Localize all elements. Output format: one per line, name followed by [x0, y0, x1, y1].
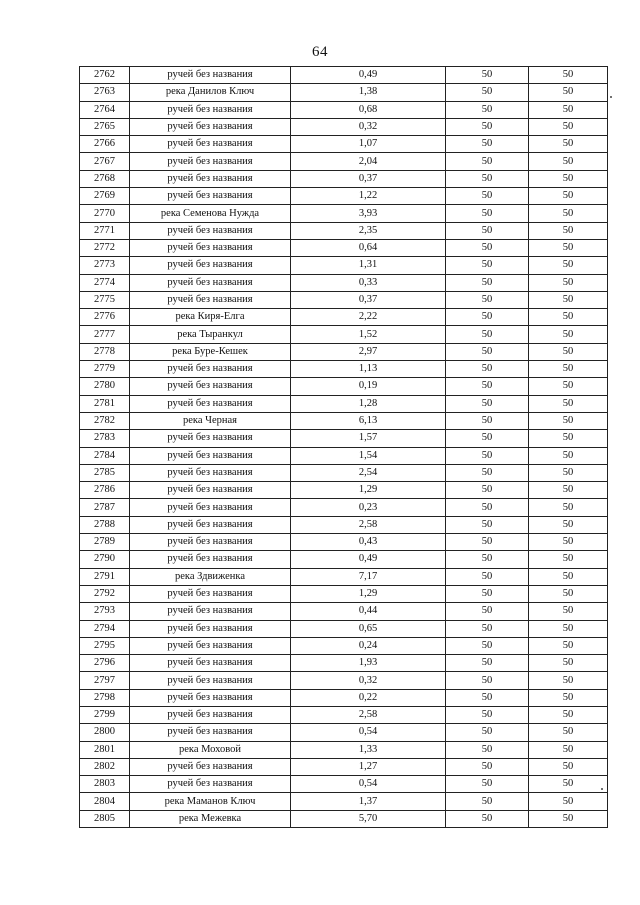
cell-width-b: 50 [529, 205, 608, 222]
cell-width-a: 50 [446, 482, 529, 499]
cell-length: 1,93 [291, 655, 446, 672]
cell-width-a: 50 [446, 430, 529, 447]
table-body [80, 67, 608, 828]
cell-length: 0,43 [291, 534, 446, 551]
cell-name: река Межевка [130, 810, 291, 827]
cell-width-a: 50 [446, 274, 529, 291]
cell-id: 2778 [80, 343, 130, 360]
cell-id: 2767 [80, 153, 130, 170]
cell-name: ручей без названия [130, 672, 291, 689]
cell-length: 0,49 [291, 551, 446, 568]
cell-width-a: 50 [446, 153, 529, 170]
cell-name: ручей без названия [130, 239, 291, 256]
cell-width-b: 50 [529, 343, 608, 360]
table-row [80, 482, 608, 499]
cell-length: 1,07 [291, 136, 446, 153]
cell-id: 2776 [80, 309, 130, 326]
cell-length: 2,04 [291, 153, 446, 170]
cell-id: 2764 [80, 101, 130, 118]
cell-width-b: 50 [529, 291, 608, 308]
cell-length: 1,29 [291, 482, 446, 499]
cell-id: 2795 [80, 637, 130, 654]
cell-length: 1,57 [291, 430, 446, 447]
cell-length: 0,44 [291, 603, 446, 620]
table-row [80, 222, 608, 239]
river-table [79, 66, 608, 828]
cell-name: ручей без названия [130, 447, 291, 464]
cell-name: ручей без названия [130, 274, 291, 291]
cell-width-b: 50 [529, 672, 608, 689]
scan-speck [601, 788, 603, 790]
table-row [80, 205, 608, 222]
cell-width-a: 50 [446, 620, 529, 637]
cell-length: 2,35 [291, 222, 446, 239]
table-row [80, 188, 608, 205]
table-row [80, 153, 608, 170]
cell-length: 7,17 [291, 568, 446, 585]
cell-length: 1,13 [291, 361, 446, 378]
cell-name: ручей без названия [130, 603, 291, 620]
cell-width-b: 50 [529, 222, 608, 239]
cell-id: 2784 [80, 447, 130, 464]
cell-width-a: 50 [446, 395, 529, 412]
cell-length: 2,58 [291, 516, 446, 533]
cell-name: ручей без названия [130, 706, 291, 723]
cell-width-a: 50 [446, 205, 529, 222]
cell-name: ручей без названия [130, 118, 291, 135]
cell-id: 2802 [80, 758, 130, 775]
cell-width-a: 50 [446, 689, 529, 706]
table-row [80, 343, 608, 360]
cell-width-a: 50 [446, 101, 529, 118]
cell-name: ручей без названия [130, 395, 291, 412]
table-row [80, 326, 608, 343]
cell-length: 1,33 [291, 741, 446, 758]
table-row [80, 101, 608, 118]
table-row [80, 378, 608, 395]
cell-id: 2804 [80, 793, 130, 810]
table-row [80, 585, 608, 602]
table-row [80, 84, 608, 101]
cell-length: 1,29 [291, 585, 446, 602]
cell-width-b: 50 [529, 447, 608, 464]
cell-id: 2796 [80, 655, 130, 672]
cell-width-b: 50 [529, 776, 608, 793]
table-row [80, 516, 608, 533]
cell-length: 0,19 [291, 378, 446, 395]
cell-id: 2803 [80, 776, 130, 793]
cell-width-b: 50 [529, 585, 608, 602]
cell-id: 2791 [80, 568, 130, 585]
table-row [80, 67, 608, 84]
cell-length: 0,33 [291, 274, 446, 291]
cell-id: 2762 [80, 67, 130, 84]
cell-id: 2794 [80, 620, 130, 637]
cell-width-a: 50 [446, 810, 529, 827]
cell-length: 0,32 [291, 118, 446, 135]
cell-name: река Здвиженка [130, 568, 291, 585]
cell-id: 2782 [80, 412, 130, 429]
table-row [80, 741, 608, 758]
cell-length: 1,28 [291, 395, 446, 412]
cell-id: 2774 [80, 274, 130, 291]
table-row [80, 603, 608, 620]
table-row [80, 689, 608, 706]
cell-id: 2786 [80, 482, 130, 499]
cell-width-a: 50 [446, 222, 529, 239]
cell-width-a: 50 [446, 361, 529, 378]
cell-id: 2798 [80, 689, 130, 706]
cell-width-b: 50 [529, 516, 608, 533]
cell-width-b: 50 [529, 793, 608, 810]
cell-id: 2766 [80, 136, 130, 153]
cell-name: ручей без названия [130, 222, 291, 239]
cell-length: 0,37 [291, 291, 446, 308]
table-row [80, 793, 608, 810]
cell-id: 2785 [80, 464, 130, 481]
cell-id: 2771 [80, 222, 130, 239]
cell-width-a: 50 [446, 603, 529, 620]
cell-id: 2788 [80, 516, 130, 533]
cell-width-a: 50 [446, 758, 529, 775]
cell-width-a: 50 [446, 706, 529, 723]
table-row [80, 672, 608, 689]
cell-id: 2780 [80, 378, 130, 395]
cell-width-a: 50 [446, 534, 529, 551]
cell-length: 1,37 [291, 793, 446, 810]
cell-id: 2770 [80, 205, 130, 222]
cell-name: река Буре-Кешек [130, 343, 291, 360]
cell-width-b: 50 [529, 534, 608, 551]
cell-length: 5,70 [291, 810, 446, 827]
cell-id: 2805 [80, 810, 130, 827]
cell-width-b: 50 [529, 620, 608, 637]
table-row [80, 464, 608, 481]
table-row [80, 257, 608, 274]
cell-name: ручей без названия [130, 551, 291, 568]
cell-width-a: 50 [446, 118, 529, 135]
cell-id: 2773 [80, 257, 130, 274]
cell-width-b: 50 [529, 568, 608, 585]
cell-width-a: 50 [446, 655, 529, 672]
cell-length: 0,24 [291, 637, 446, 654]
cell-length: 2,22 [291, 309, 446, 326]
cell-name: река Черная [130, 412, 291, 429]
cell-name: ручей без названия [130, 534, 291, 551]
cell-width-b: 50 [529, 412, 608, 429]
cell-width-a: 50 [446, 741, 529, 758]
cell-id: 2772 [80, 239, 130, 256]
cell-name: ручей без названия [130, 378, 291, 395]
cell-length: 0,22 [291, 689, 446, 706]
table-row [80, 499, 608, 516]
table-row [80, 170, 608, 187]
cell-name: ручей без названия [130, 482, 291, 499]
table-row [80, 534, 608, 551]
cell-length: 2,97 [291, 343, 446, 360]
table-row [80, 706, 608, 723]
cell-width-a: 50 [446, 291, 529, 308]
cell-width-a: 50 [446, 257, 529, 274]
cell-width-b: 50 [529, 326, 608, 343]
cell-name: ручей без названия [130, 585, 291, 602]
cell-width-b: 50 [529, 84, 608, 101]
cell-id: 2800 [80, 724, 130, 741]
cell-name: ручей без названия [130, 291, 291, 308]
cell-width-a: 50 [446, 585, 529, 602]
cell-name: река Киря-Елга [130, 309, 291, 326]
cell-name: ручей без названия [130, 430, 291, 447]
cell-width-b: 50 [529, 706, 608, 723]
cell-width-b: 50 [529, 430, 608, 447]
cell-width-b: 50 [529, 637, 608, 654]
cell-name: ручей без названия [130, 620, 291, 637]
cell-width-a: 50 [446, 568, 529, 585]
cell-width-a: 50 [446, 378, 529, 395]
cell-length: 1,27 [291, 758, 446, 775]
cell-width-b: 50 [529, 395, 608, 412]
table-row [80, 309, 608, 326]
table-row [80, 118, 608, 135]
cell-id: 2790 [80, 551, 130, 568]
cell-width-b: 50 [529, 170, 608, 187]
cell-name: ручей без названия [130, 776, 291, 793]
cell-length: 1,52 [291, 326, 446, 343]
table-row [80, 430, 608, 447]
cell-id: 2787 [80, 499, 130, 516]
cell-width-b: 50 [529, 67, 608, 84]
cell-id: 2789 [80, 534, 130, 551]
cell-length: 0,37 [291, 170, 446, 187]
cell-width-a: 50 [446, 447, 529, 464]
cell-width-a: 50 [446, 724, 529, 741]
table-row [80, 291, 608, 308]
cell-name: ручей без названия [130, 188, 291, 205]
cell-width-a: 50 [446, 239, 529, 256]
table-row [80, 810, 608, 827]
cell-width-b: 50 [529, 101, 608, 118]
cell-width-b: 50 [529, 188, 608, 205]
cell-width-b: 50 [529, 741, 608, 758]
cell-id: 2801 [80, 741, 130, 758]
cell-length: 6,13 [291, 412, 446, 429]
cell-name: ручей без названия [130, 499, 291, 516]
cell-length: 0,32 [291, 672, 446, 689]
cell-length: 3,93 [291, 205, 446, 222]
cell-width-a: 50 [446, 84, 529, 101]
table-row [80, 274, 608, 291]
cell-width-b: 50 [529, 689, 608, 706]
cell-width-a: 50 [446, 464, 529, 481]
cell-name: ручей без названия [130, 516, 291, 533]
cell-width-b: 50 [529, 810, 608, 827]
cell-name: ручей без названия [130, 67, 291, 84]
cell-name: река Данилов Ключ [130, 84, 291, 101]
cell-name: ручей без названия [130, 655, 291, 672]
cell-width-a: 50 [446, 412, 529, 429]
cell-name: ручей без названия [130, 758, 291, 775]
cell-width-a: 50 [446, 551, 529, 568]
cell-width-b: 50 [529, 274, 608, 291]
cell-name: ручей без названия [130, 153, 291, 170]
table-row [80, 447, 608, 464]
cell-width-b: 50 [529, 551, 608, 568]
cell-length: 0,54 [291, 776, 446, 793]
cell-name: ручей без названия [130, 637, 291, 654]
cell-id: 2765 [80, 118, 130, 135]
cell-length: 0,49 [291, 67, 446, 84]
cell-id: 2763 [80, 84, 130, 101]
cell-length: 0,64 [291, 239, 446, 256]
cell-id: 2797 [80, 672, 130, 689]
cell-name: река Маманов Ключ [130, 793, 291, 810]
table-row [80, 551, 608, 568]
table-row [80, 412, 608, 429]
cell-width-b: 50 [529, 724, 608, 741]
cell-name: река Тыранкул [130, 326, 291, 343]
cell-width-a: 50 [446, 499, 529, 516]
cell-width-a: 50 [446, 326, 529, 343]
cell-width-a: 50 [446, 67, 529, 84]
cell-width-b: 50 [529, 239, 608, 256]
cell-id: 2779 [80, 361, 130, 378]
cell-name: ручей без названия [130, 257, 291, 274]
cell-width-a: 50 [446, 309, 529, 326]
cell-id: 2793 [80, 603, 130, 620]
table-row [80, 724, 608, 741]
cell-name: ручей без названия [130, 464, 291, 481]
cell-id: 2792 [80, 585, 130, 602]
cell-length: 1,54 [291, 447, 446, 464]
cell-width-a: 50 [446, 343, 529, 360]
cell-name: ручей без названия [130, 689, 291, 706]
cell-length: 1,22 [291, 188, 446, 205]
cell-width-a: 50 [446, 136, 529, 153]
table-row [80, 136, 608, 153]
cell-width-b: 50 [529, 136, 608, 153]
cell-width-a: 50 [446, 188, 529, 205]
cell-width-b: 50 [529, 118, 608, 135]
cell-id: 2777 [80, 326, 130, 343]
cell-width-a: 50 [446, 793, 529, 810]
cell-width-b: 50 [529, 603, 608, 620]
table-row [80, 637, 608, 654]
cell-id: 2775 [80, 291, 130, 308]
cell-name: река Моховой [130, 741, 291, 758]
cell-id: 2799 [80, 706, 130, 723]
cell-id: 2781 [80, 395, 130, 412]
cell-width-a: 50 [446, 170, 529, 187]
cell-width-a: 50 [446, 776, 529, 793]
table-row [80, 620, 608, 637]
cell-name: ручей без названия [130, 101, 291, 118]
cell-width-b: 50 [529, 482, 608, 499]
cell-id: 2768 [80, 170, 130, 187]
cell-width-b: 50 [529, 153, 608, 170]
cell-length: 2,58 [291, 706, 446, 723]
cell-width-b: 50 [529, 378, 608, 395]
cell-name: ручей без названия [130, 361, 291, 378]
table-row [80, 361, 608, 378]
cell-length: 1,38 [291, 84, 446, 101]
cell-width-a: 50 [446, 516, 529, 533]
cell-length: 1,31 [291, 257, 446, 274]
cell-width-b: 50 [529, 499, 608, 516]
cell-width-b: 50 [529, 257, 608, 274]
cell-name: ручей без названия [130, 136, 291, 153]
cell-id: 2769 [80, 188, 130, 205]
cell-length: 2,54 [291, 464, 446, 481]
cell-width-b: 50 [529, 655, 608, 672]
cell-width-b: 50 [529, 361, 608, 378]
table-row [80, 239, 608, 256]
cell-length: 0,68 [291, 101, 446, 118]
cell-length: 0,54 [291, 724, 446, 741]
table-row [80, 776, 608, 793]
cell-width-b: 50 [529, 464, 608, 481]
cell-width-b: 50 [529, 758, 608, 775]
cell-width-a: 50 [446, 637, 529, 654]
cell-width-a: 50 [446, 672, 529, 689]
page-number: 64 [312, 44, 328, 60]
cell-name: река Семенова Нужда [130, 205, 291, 222]
table-row [80, 655, 608, 672]
table-row [80, 395, 608, 412]
cell-length: 0,23 [291, 499, 446, 516]
scan-speck [610, 96, 612, 98]
cell-id: 2783 [80, 430, 130, 447]
cell-name: ручей без названия [130, 170, 291, 187]
table-row [80, 758, 608, 775]
cell-length: 0,65 [291, 620, 446, 637]
cell-width-b: 50 [529, 309, 608, 326]
cell-name: ручей без названия [130, 724, 291, 741]
table-row [80, 568, 608, 585]
